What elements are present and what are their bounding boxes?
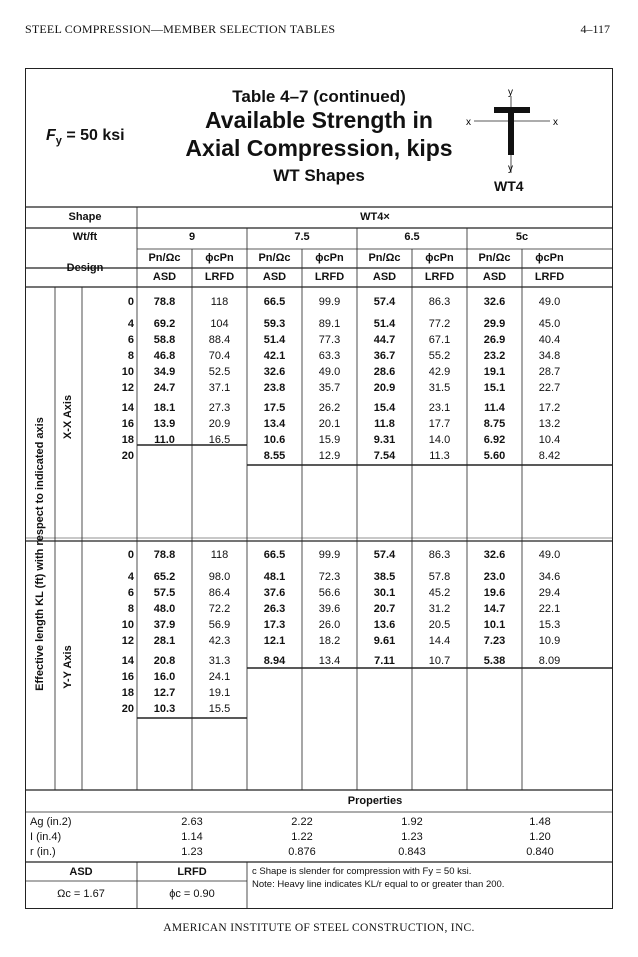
value-cell: 37.6: [263, 587, 286, 599]
value-cell: 35.7: [318, 382, 341, 394]
value-cell: 10.7: [428, 655, 451, 667]
value-cell: 14.0: [428, 434, 451, 446]
value-cell: 10.3: [153, 703, 176, 715]
kl-cell: 20: [121, 450, 134, 462]
value-cell: 55.2: [428, 350, 451, 362]
value-cell: 56.6: [318, 587, 341, 599]
value-cell: 56.9: [208, 619, 231, 631]
value-cell: 26.0: [318, 619, 341, 631]
yy-axis-label: Y-Y Axis: [62, 645, 74, 689]
value-cell: 99.9: [318, 549, 341, 561]
value-cell: 26.3: [263, 603, 286, 615]
value-cell: 11.3: [429, 450, 450, 462]
value-cell: 49.0: [318, 366, 341, 378]
method-header: ASD: [372, 271, 397, 283]
value-cell: 10.6: [263, 434, 286, 446]
sub-header: Pn/Ωc: [148, 252, 181, 264]
value-cell: 27.3: [208, 402, 231, 414]
value-cell: 34.6: [538, 571, 561, 583]
property-value: 0.876: [288, 846, 316, 858]
axis-y-bottom: y: [508, 163, 513, 174]
method-header: LRFD: [424, 271, 455, 283]
value-cell: 13.2: [538, 418, 561, 430]
value-cell: 38.5: [373, 571, 396, 583]
value-cell: 22.7: [538, 382, 561, 394]
value-cell: 28.1: [153, 635, 176, 647]
value-cell: 26.9: [483, 334, 506, 346]
sub-header: ϕcPn: [315, 252, 344, 264]
shape-value: WT4×: [360, 211, 390, 223]
value-cell: 118: [210, 549, 229, 561]
value-cell: 104: [210, 318, 229, 330]
value-cell: 23.0: [483, 571, 506, 583]
sub-header: ϕcPn: [205, 252, 234, 264]
value-cell: 57.4: [373, 296, 396, 308]
value-cell: 17.3: [263, 619, 286, 631]
value-cell: 42.1: [263, 350, 286, 362]
note-slender: c Shape is slender for compression with Fy = 50 ksi.: [252, 866, 472, 877]
value-cell: 42.9: [428, 366, 451, 378]
value-cell: 9.31: [373, 434, 396, 446]
kl-cell: 0: [127, 296, 134, 308]
value-cell: 89.1: [318, 318, 341, 330]
lrfd-label: LRFD: [177, 866, 207, 878]
kl-cell: 4: [127, 571, 134, 583]
value-cell: 69.2: [153, 318, 176, 330]
sub-header: ϕcPn: [535, 252, 564, 264]
section-label: WT4: [494, 178, 524, 194]
weight-cell: 5c: [515, 231, 529, 243]
value-cell: 57.8: [428, 571, 451, 583]
value-cell: 17.2: [538, 402, 561, 414]
value-cell: 13.9: [153, 418, 176, 430]
value-cell: 118: [210, 296, 229, 308]
value-cell: 67.1: [428, 334, 451, 346]
value-cell: 98.0: [208, 571, 231, 583]
kl-cell: 14: [121, 402, 134, 414]
value-cell: 29.4: [538, 587, 561, 599]
value-cell: 86.4: [208, 587, 231, 599]
weight-cell: 9: [188, 231, 196, 243]
page-header-left: STEEL COMPRESSION—MEMBER SELECTION TABLES: [25, 22, 336, 36]
value-cell: 29.9: [483, 318, 506, 330]
method-header: LRFD: [314, 271, 345, 283]
value-cell: 86.3: [428, 296, 451, 308]
value-cell: 77.3: [318, 334, 341, 346]
value-cell: 51.4: [263, 334, 286, 346]
kl-cell: 12: [121, 635, 134, 647]
value-cell: 78.8: [153, 549, 176, 561]
value-cell: 37.9: [153, 619, 176, 631]
value-cell: 72.2: [208, 603, 231, 615]
method-header: LRFD: [534, 271, 565, 283]
value-cell: 8.42: [538, 450, 561, 462]
page-number: 4–117: [580, 22, 610, 36]
kl-cell: 8: [127, 603, 134, 615]
value-cell: 65.2: [153, 571, 176, 583]
value-cell: 8.09: [538, 655, 561, 667]
table-title-line2: Axial Compression, kips: [185, 135, 453, 161]
table-subtitle: WT Shapes: [273, 166, 365, 185]
value-cell: 40.4: [538, 334, 561, 346]
value-cell: 13.6: [373, 619, 396, 631]
table-title-line1: Available Strength in: [205, 107, 433, 133]
value-cell: 13.4: [318, 655, 341, 667]
value-cell: 39.6: [318, 603, 341, 615]
value-cell: 45.2: [428, 587, 451, 599]
kl-cell: 14: [121, 655, 134, 667]
value-cell: 59.3: [263, 318, 286, 330]
kl-cell: 18: [121, 434, 134, 446]
method-header: ASD: [262, 271, 287, 283]
value-cell: 18.1: [153, 402, 176, 414]
kl-cell: 20: [121, 703, 134, 715]
value-cell: 20.7: [373, 603, 396, 615]
value-cell: 24.1: [208, 671, 231, 683]
value-cell: 37.1: [208, 382, 231, 394]
value-cell: 16.0: [153, 671, 176, 683]
value-cell: 15.1: [483, 382, 506, 394]
property-value: 0.843: [398, 846, 426, 858]
property-value: 1.22: [291, 831, 313, 843]
method-header: ASD: [482, 271, 507, 283]
property-value: 1.20: [529, 831, 551, 843]
value-cell: 23.8: [263, 382, 286, 394]
value-cell: 22.1: [538, 603, 561, 615]
value-cell: 5.60: [483, 450, 506, 462]
sub-header: Pn/Ωc: [258, 252, 291, 264]
value-cell: 23.2: [483, 350, 506, 362]
value-cell: 49.0: [538, 549, 561, 561]
weight-cell: 7.5: [294, 231, 310, 243]
value-cell: 7.23: [483, 635, 506, 647]
value-cell: 34.9: [153, 366, 176, 378]
value-cell: 10.9: [538, 635, 561, 647]
phi-value: ϕc = 0.90: [169, 888, 215, 900]
value-cell: 42.3: [208, 635, 231, 647]
value-cell: 19.1: [208, 687, 231, 699]
value-cell: 15.4: [373, 402, 396, 414]
kl-cell: 16: [121, 418, 134, 430]
value-cell: 66.5: [263, 549, 286, 561]
property-value: 1.92: [401, 816, 423, 828]
value-cell: 9.61: [373, 635, 396, 647]
value-cell: 66.5: [263, 296, 286, 308]
value-cell: 19.6: [483, 587, 506, 599]
value-cell: 86.3: [428, 549, 451, 561]
value-cell: 12.7: [153, 687, 176, 699]
value-cell: 72.3: [318, 571, 341, 583]
value-cell: 57.5: [153, 587, 176, 599]
omega-value: Ωc = 1.67: [57, 888, 105, 900]
value-cell: 15.3: [538, 619, 561, 631]
value-cell: 20.9: [208, 418, 231, 430]
value-cell: 31.2: [428, 603, 451, 615]
value-cell: 12.9: [318, 450, 341, 462]
table-number: Table 4–7 (continued): [232, 87, 406, 106]
value-cell: 44.7: [373, 334, 396, 346]
value-cell: 7.54: [373, 450, 396, 462]
value-cell: 20.9: [373, 382, 396, 394]
property-value: 2.63: [181, 816, 203, 828]
property-value: 0.840: [526, 846, 554, 858]
value-cell: 34.8: [538, 350, 561, 362]
value-cell: 30.1: [373, 587, 396, 599]
value-cell: 16.5: [208, 434, 231, 446]
value-cell: 23.1: [428, 402, 451, 414]
property-label: r (in.): [30, 846, 56, 858]
kl-cell: 6: [127, 587, 134, 599]
value-cell: 77.2: [428, 318, 451, 330]
sub-header: ϕcPn: [425, 252, 454, 264]
wtft-label: Wt/ft: [72, 231, 98, 243]
value-cell: 31.5: [428, 382, 451, 394]
value-cell: 15.9: [318, 434, 341, 446]
value-cell: 17.7: [428, 418, 451, 430]
value-cell: 52.5: [208, 366, 231, 378]
value-cell: 48.1: [263, 571, 286, 583]
kl-cell: 6: [127, 334, 134, 346]
value-cell: 17.5: [263, 402, 286, 414]
value-cell: 14.7: [483, 603, 506, 615]
kl-cell: 18: [121, 687, 134, 699]
value-cell: 15.5: [208, 703, 231, 715]
value-cell: 78.8: [153, 296, 176, 308]
method-header: ASD: [152, 271, 177, 283]
value-cell: 5.38: [483, 655, 506, 667]
value-cell: 14.4: [428, 635, 451, 647]
value-cell: 70.4: [208, 350, 231, 362]
value-cell: 63.3: [318, 350, 341, 362]
value-cell: 7.11: [374, 655, 395, 667]
value-cell: 8.75: [483, 418, 506, 430]
axis-x-left: x: [466, 117, 471, 128]
value-cell: 51.4: [373, 318, 396, 330]
property-value: 2.22: [291, 816, 313, 828]
kl-cell: 16: [121, 671, 134, 683]
value-cell: 28.7: [538, 366, 561, 378]
properties-label: Properties: [347, 795, 403, 807]
property-value: 1.23: [181, 846, 203, 858]
sub-header: Pn/Ωc: [478, 252, 511, 264]
value-cell: 48.0: [153, 603, 176, 615]
axis-x-right: x: [553, 117, 558, 128]
value-cell: 10.1: [483, 619, 506, 631]
value-cell: 6.92: [483, 434, 506, 446]
value-cell: 88.4: [208, 334, 231, 346]
value-cell: 20.5: [428, 619, 451, 631]
value-cell: 12.1: [263, 635, 286, 647]
value-cell: 57.4: [373, 549, 396, 561]
property-value: 1.14: [181, 831, 203, 843]
value-cell: 28.6: [373, 366, 396, 378]
method-header: LRFD: [204, 271, 235, 283]
property-label: Ag (in.2): [30, 816, 72, 828]
note-heavy-line: Note: Heavy line indicates KL/r equal to or greater than 200.: [252, 879, 505, 890]
property-value: 1.23: [401, 831, 423, 843]
value-cell: 32.6: [483, 296, 506, 308]
xx-axis-label: X-X Axis: [62, 394, 74, 440]
kl-cell: 8: [127, 350, 134, 362]
value-cell: 46.8: [153, 350, 176, 362]
kl-cell: 12: [121, 382, 134, 394]
kl-cell: 4: [127, 318, 134, 330]
value-cell: 11.8: [374, 418, 395, 430]
page-footer: AMERICAN INSTITUTE OF STEEL CONSTRUCTION, INC.: [163, 922, 475, 934]
yield-strength-label: $F_y = 50$ ksi: [46, 127, 125, 148]
property-label: I (in.4): [30, 831, 62, 843]
value-cell: 45.0: [538, 318, 561, 330]
value-cell: 8.55: [263, 450, 286, 462]
value-cell: 26.2: [318, 402, 341, 414]
kl-cell: 10: [121, 366, 134, 378]
side-axis-label: Effective length KL (ft) with respect to indicated axis: [34, 417, 46, 691]
value-cell: 36.7: [373, 350, 396, 362]
value-cell: 18.2: [318, 635, 341, 647]
value-cell: 32.6: [263, 366, 286, 378]
value-cell: 11.4: [484, 402, 505, 414]
value-cell: 99.9: [318, 296, 341, 308]
value-cell: 31.3: [208, 655, 231, 667]
shape-label: Shape: [68, 211, 102, 223]
axis-y-top: y: [508, 87, 513, 98]
design-label: Design: [66, 262, 104, 274]
kl-cell: 10: [121, 619, 134, 631]
value-cell: 13.4: [263, 418, 286, 430]
value-cell: 11.0: [154, 434, 175, 446]
value-cell: 20.1: [318, 418, 341, 430]
value-cell: 8.94: [263, 655, 286, 667]
property-value: 1.48: [529, 816, 551, 828]
weight-cell: 6.5: [404, 231, 420, 243]
sub-header: Pn/Ωc: [368, 252, 401, 264]
value-cell: 32.6: [483, 549, 506, 561]
value-cell: 58.8: [153, 334, 176, 346]
value-cell: 24.7: [153, 382, 176, 394]
kl-cell: 0: [127, 549, 134, 561]
value-cell: 49.0: [538, 296, 561, 308]
asd-label: ASD: [69, 866, 93, 878]
value-cell: 20.8: [153, 655, 176, 667]
value-cell: 19.1: [483, 366, 506, 378]
value-cell: 10.4: [538, 434, 561, 446]
